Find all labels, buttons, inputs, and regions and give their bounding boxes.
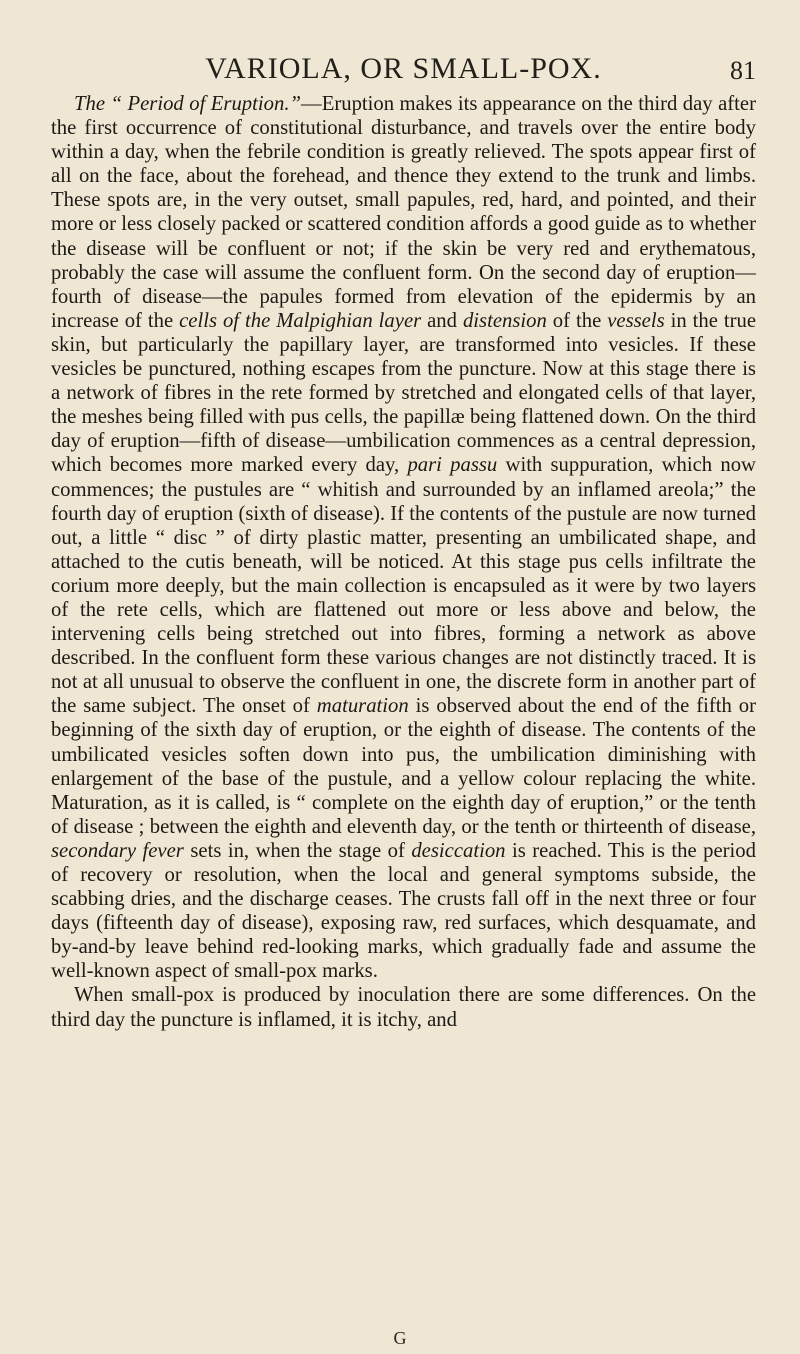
text-run: —Eruption makes its appearance on the third day after the first occurrence of constitutional disturbance, and travels over the entire body within a day, when the febrile condition is greatly relieved. The spots appear first of all on the face, about the forehead, and thence they extend to the trunk and limbs. These spots are, in the very outset, small papules, red, hard, and pointed, and their more or less closely packed or scattered condition affords a good guide as to whether the disease will be confluent or not; if the skin be very red and erythematous, probably the case will assume the confluent form. On the second day of eruption—fourth of disease—the papules formed from elevation of the epidermis by an increase of the <box>51 93 756 332</box>
body-text <box>51 92 756 1032</box>
page-number: 81 <box>730 56 756 85</box>
text-run: of the <box>546 309 608 332</box>
text-run: is observed about the end of the fifth or beginning of the sixth day of eruption, or the eighth of disease. The contents of the umbilicated vesicles soften down into pus, the umbilication diminishing with enlargement of the base of the pustule, and a yellow colour replacing the white. Maturation, as it is called, is “ complete on the eighth day of eruption,” or the tenth of disease ; between the eighth and eleventh day, or the tenth or thirteenth of disease, <box>51 695 756 838</box>
paragraph-period-of-eruption <box>51 92 756 983</box>
text-run: is reached. This is the period of recovery or resolution, when the local and general symptoms subside, the scabbing dries, and the discharge ceases. The crusts fall off in the next three or four days (fifteenth day of disease), exposing raw, red surfaces, which desquamate, and by-and-by leave behind red-looking marks, which gradually fade and assume the well-known aspect of small-pox marks. <box>51 839 756 983</box>
text-run: and <box>421 309 463 332</box>
italic-term: pari passu <box>407 454 498 477</box>
section-heading: The “ Period of Eruption.” <box>74 93 302 115</box>
text-run: with suppuration, which now commences; the pustules are “ whitish and surrounded by an inflamed areola;” the fourth day of eruption (sixth of disease). If the contents of the pustule are now turned out, a little “ disc ” of dirty plastic matter, presenting an umbilicated shape, and attached to the cutis beneath, will be noticed. At this stage pus cells infiltrate the corium more deeply, but the main collection is encapsuled as it were by two layers of the rete cells, which are flattened out more or less above and below, the intervening cells being stretched out into fibres, forming a network as above described. In the confluent form these various changes are not distinctly traced. It is not at all unusual to observe the confluent in one, the discrete form in another part of the same subject. The onset of <box>51 454 756 718</box>
text-run: sets in, when the stage of <box>183 839 412 862</box>
italic-term: secondary fever <box>51 839 184 862</box>
paragraph-inoculation: When small-pox is produced by inoculation there are some differences. On the third day the puncture is inflamed, it is itchy, and <box>51 984 756 1031</box>
italic-term: desiccation <box>411 839 506 862</box>
signature-mark: G <box>393 1328 407 1348</box>
running-title: VARIOLA, OR SMALL-POX. <box>205 52 602 85</box>
italic-term: vessels <box>607 309 665 332</box>
italic-term: distension <box>462 309 547 332</box>
text-run: in the true skin, but particularly the papillary layer, are transformed into vesicles. If these vesicles be punctured, nothing escapes from the puncture. Now at this stage there is a network of fibres in the rete formed by stretched and elongated cells of that layer, the meshes being filled with pus cells, the papillæ being flattened down. On the third day of eruption—fifth of disease—umbilication commences as a central depression, which becomes more marked every day, <box>51 309 757 477</box>
italic-term: maturation <box>316 695 409 718</box>
running-head <box>51 0 756 92</box>
italic-term: cells of the Malpighian layer <box>179 309 422 332</box>
